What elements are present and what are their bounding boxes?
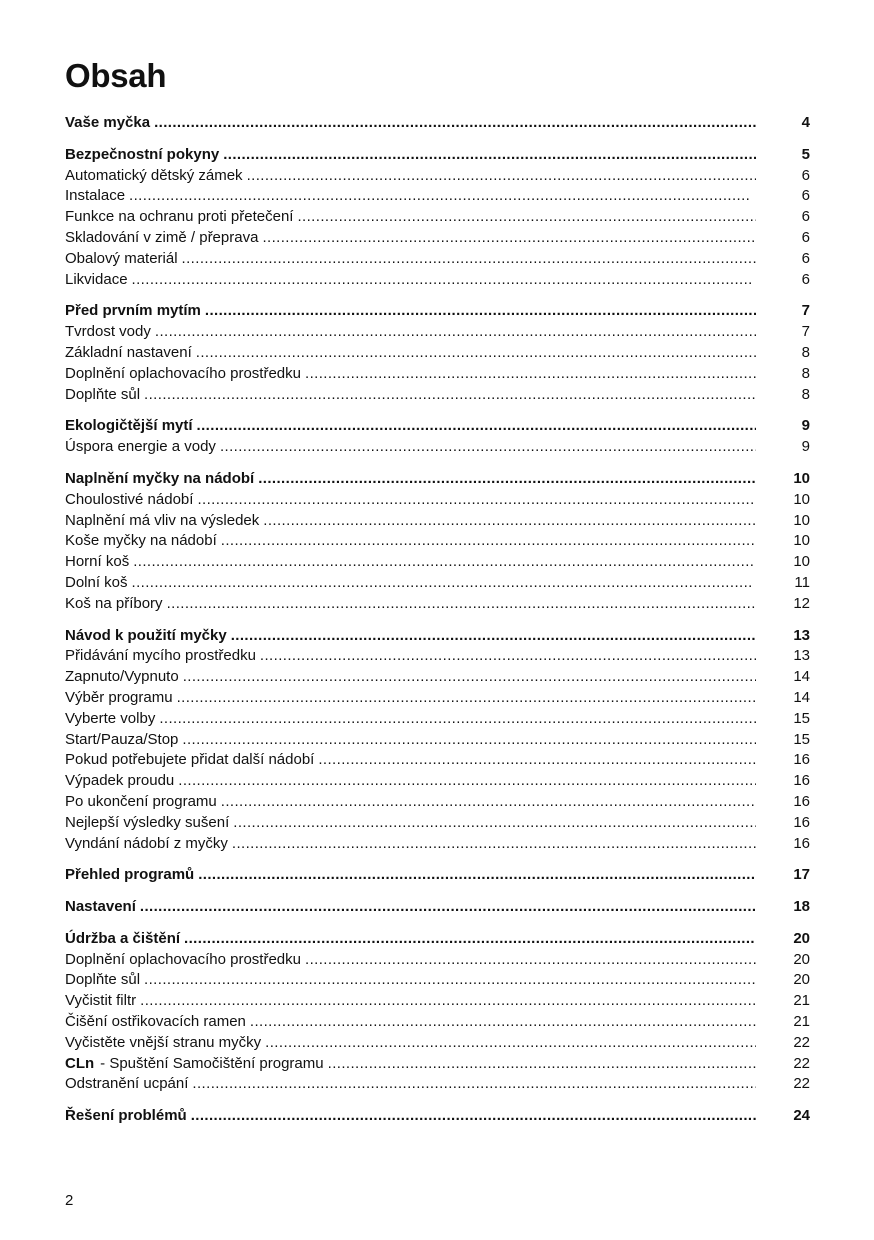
toc-entry-label xyxy=(65,1106,187,1127)
toc-page-number: 16 xyxy=(793,751,810,769)
dot-leader xyxy=(328,1054,756,1075)
toc-entry-text: Vyndání nádobí z myčky xyxy=(65,834,228,852)
dot-leader xyxy=(191,1106,756,1127)
dot-leader xyxy=(159,709,756,730)
toc-entry-label xyxy=(65,416,193,437)
dot-leader xyxy=(144,970,756,991)
toc-entry-text: Start/Pauza/Stop xyxy=(65,730,179,748)
dot-leader xyxy=(263,511,756,532)
toc-page-number: 22 xyxy=(793,1054,810,1072)
toc-page-number: 11 xyxy=(794,573,810,591)
toc-entry-label xyxy=(65,865,194,886)
toc-page-number: 10 xyxy=(793,490,810,508)
toc-section-heading xyxy=(65,416,810,437)
toc-entry-text: Základní nastavení xyxy=(65,343,192,361)
toc-entry-label xyxy=(65,186,125,207)
toc-entry-label xyxy=(65,437,216,458)
toc-entry xyxy=(65,1012,810,1033)
toc-page-number: 20 xyxy=(793,929,810,947)
toc-entry xyxy=(65,186,810,207)
toc-entry xyxy=(65,322,810,343)
dot-leader xyxy=(260,646,756,667)
toc-entry xyxy=(65,813,810,834)
dot-leader xyxy=(133,552,753,573)
toc-entry-label xyxy=(65,166,243,187)
footer-page-number: 2 xyxy=(65,1192,74,1209)
toc-entry xyxy=(65,249,810,270)
toc-entry-text: Vyčistit filtr xyxy=(65,992,137,1010)
dot-leader xyxy=(132,270,752,291)
toc-entry xyxy=(65,970,810,991)
dot-leader xyxy=(205,301,756,322)
toc-entry-text: Čišění ostřikovacích ramen xyxy=(65,1013,246,1031)
toc-section-heading xyxy=(65,626,810,647)
toc-page-number: 14 xyxy=(793,688,810,706)
toc-entry xyxy=(65,437,810,458)
toc-entry-text: Vyberte volby xyxy=(65,709,156,727)
toc-entry xyxy=(65,646,810,667)
toc-entry-text: Doplnění oplachovacího prostředku xyxy=(65,950,301,968)
toc-page-number: 20 xyxy=(793,971,810,989)
dot-leader xyxy=(265,1033,756,1054)
dot-leader xyxy=(140,991,756,1012)
toc-entry-label xyxy=(65,688,173,709)
toc-entry-text: Bezpečnostní pokyny xyxy=(65,145,220,163)
toc-page-number: 10 xyxy=(793,553,810,571)
toc-section xyxy=(65,1106,810,1127)
toc-entry-text: Pokud potřebujete přidat další nádobí xyxy=(65,751,315,769)
toc-entry-label xyxy=(65,771,174,792)
toc-entry-label xyxy=(65,490,193,511)
toc-entry-text: Koše myčky na nádobí xyxy=(65,532,217,550)
toc-entry xyxy=(65,1074,810,1095)
toc-entry-label xyxy=(65,950,301,971)
toc-page-number: 15 xyxy=(793,730,810,748)
dot-leader xyxy=(177,688,756,709)
dot-leader xyxy=(232,834,756,855)
toc-entry-label xyxy=(65,750,314,771)
toc-entry-label xyxy=(65,813,229,834)
toc-page-number: 13 xyxy=(793,647,810,665)
toc-section-heading xyxy=(65,301,810,322)
toc-entry-text: Nejlepší výsledky sušení xyxy=(65,813,230,831)
dot-leader xyxy=(247,166,756,187)
toc-section-heading xyxy=(65,145,810,166)
toc-entry-text: Přehled programů xyxy=(65,866,195,884)
toc-page-number: 22 xyxy=(793,1075,810,1093)
toc-entry-label xyxy=(65,364,301,385)
toc-page-number: 6 xyxy=(801,187,810,205)
toc-entry-text: Úspora energie a vody xyxy=(65,438,216,456)
toc-entry-text: Návod k použití myčky xyxy=(65,626,227,644)
toc-entry-label xyxy=(65,207,293,228)
toc-page-number: 21 xyxy=(793,992,810,1010)
dot-leader xyxy=(178,771,756,792)
toc-page-number: 6 xyxy=(801,208,810,226)
dot-leader xyxy=(220,437,756,458)
toc-entry-label xyxy=(65,552,129,573)
dot-leader xyxy=(305,364,756,385)
toc-entry-label xyxy=(65,646,256,667)
toc-page-number: 10 xyxy=(793,469,810,487)
toc-section-heading xyxy=(65,929,810,950)
toc-entry xyxy=(65,771,810,792)
toc-entry xyxy=(65,688,810,709)
toc-section-heading xyxy=(65,113,810,134)
toc-entry-text: Instalace xyxy=(65,187,126,205)
dot-leader xyxy=(183,667,756,688)
toc-entry-text: Doplňte sůl xyxy=(65,385,141,403)
toc-entry-text: Ekologičtější mytí xyxy=(65,417,193,435)
toc-page-number: 16 xyxy=(793,813,810,831)
toc-entry xyxy=(65,385,810,406)
toc-entry-label xyxy=(65,594,163,615)
toc-entry-prefix: CLn xyxy=(65,1054,95,1072)
toc-entry-text: Automatický dětský zámek xyxy=(65,166,243,184)
dot-leader xyxy=(167,594,756,615)
toc-entry-text: Údržba a čištění xyxy=(65,929,181,947)
dot-leader xyxy=(129,186,749,207)
toc-page-number: 17 xyxy=(793,866,810,884)
toc-entry-label xyxy=(65,626,227,647)
dot-leader xyxy=(318,750,756,771)
toc-entry-text: Doplňte sůl xyxy=(65,971,141,989)
toc-entry-label xyxy=(65,709,155,730)
toc-entry-label xyxy=(65,385,140,406)
toc-entry-label xyxy=(65,469,254,490)
toc-entry xyxy=(65,343,810,364)
toc-entry xyxy=(65,270,810,291)
toc-entry xyxy=(65,552,810,573)
toc-entry-text: Naplnění myčky na nádobí xyxy=(65,469,255,487)
toc-entry-label xyxy=(65,343,192,364)
toc-entry-label xyxy=(65,970,140,991)
dot-leader xyxy=(182,730,756,751)
toc-entry-text: Přidávání mycího prostředku xyxy=(65,647,256,665)
toc-entry-text: Koš na příbory xyxy=(65,594,163,612)
toc-entry-text: - Spuštění Samočištění programu xyxy=(100,1054,324,1072)
dot-leader xyxy=(221,531,756,552)
toc-entry-text: Po ukončení programu xyxy=(65,792,217,810)
toc-entry-label xyxy=(65,531,217,552)
toc-page-number: 9 xyxy=(801,438,810,456)
toc-page-number: 15 xyxy=(793,709,810,727)
toc-entry-text: Zapnuto/Vypnuto xyxy=(65,668,179,686)
toc-section xyxy=(65,626,810,855)
dot-leader xyxy=(297,207,756,228)
dot-leader xyxy=(262,228,756,249)
toc-section-heading xyxy=(65,865,810,886)
toc-page-number: 6 xyxy=(801,166,810,184)
toc-entry-text: Výpadek proudu xyxy=(65,772,175,790)
toc-page-number: 22 xyxy=(793,1033,810,1051)
dot-leader xyxy=(197,490,756,511)
toc-entry-label xyxy=(65,1054,324,1075)
toc-page-number: 8 xyxy=(801,364,810,382)
toc-entry-text: Naplnění má vliv na výsledek xyxy=(65,511,260,529)
toc-entry-label xyxy=(65,270,128,291)
dot-leader xyxy=(192,1074,756,1095)
toc-entry xyxy=(65,950,810,971)
toc-page-number: 14 xyxy=(793,668,810,686)
toc-section xyxy=(65,145,810,291)
toc-entry-label xyxy=(65,301,201,322)
toc-entry xyxy=(65,834,810,855)
toc-section xyxy=(65,469,810,615)
toc-entry xyxy=(65,228,810,249)
toc-page-number: 9 xyxy=(801,417,810,435)
toc-page-number: 7 xyxy=(801,302,810,320)
toc-page-number: 10 xyxy=(793,511,810,529)
toc-entry xyxy=(65,207,810,228)
toc-entry-label xyxy=(65,897,136,918)
toc-section-heading xyxy=(65,1106,810,1127)
dot-leader xyxy=(140,897,756,918)
toc-page-number: 16 xyxy=(793,834,810,852)
toc-page-number: 6 xyxy=(801,249,810,267)
toc-entry-label xyxy=(65,228,258,249)
toc-section xyxy=(65,865,810,886)
toc-page-number: 24 xyxy=(793,1107,810,1125)
toc-entry-label xyxy=(65,1074,188,1095)
toc-entry-label xyxy=(65,113,150,134)
toc-entry xyxy=(65,1054,810,1075)
toc-page-number: 6 xyxy=(801,270,810,288)
dot-leader xyxy=(223,145,756,166)
dot-leader xyxy=(258,469,756,490)
toc-page-number: 12 xyxy=(793,594,810,612)
dot-leader xyxy=(233,813,756,834)
toc-entry xyxy=(65,166,810,187)
toc-entry-text: Výběr programu xyxy=(65,688,173,706)
toc-entry-text: Nastavení xyxy=(65,898,136,916)
toc-entry-text: Funkce na ochranu proti přetečení xyxy=(65,208,294,226)
toc-entry xyxy=(65,531,810,552)
toc-entry xyxy=(65,573,810,594)
toc-entry xyxy=(65,730,810,751)
toc-entry-label xyxy=(65,834,228,855)
dot-leader xyxy=(231,626,756,647)
toc-entry-label xyxy=(65,1033,261,1054)
toc-entry-text: Horní koš xyxy=(65,553,130,571)
toc-entry-text: Odstranění ucpání xyxy=(65,1075,189,1093)
toc-entry xyxy=(65,594,810,615)
toc-entry-text: Vyčistěte vnější stranu myčky xyxy=(65,1033,262,1051)
toc-entry-text: Skladování v zimě / přeprava xyxy=(65,228,259,246)
toc-entry-label xyxy=(65,511,259,532)
toc-entry-label xyxy=(65,991,136,1012)
toc-page-number: 8 xyxy=(801,343,810,361)
dot-leader xyxy=(197,416,756,437)
toc-entry xyxy=(65,667,810,688)
toc-page-number: 4 xyxy=(801,114,810,131)
page-title: Obsah xyxy=(65,57,167,94)
dot-leader xyxy=(132,573,752,594)
toc-entry-text: Řešení problémů xyxy=(65,1107,187,1125)
toc-page-number: 10 xyxy=(793,532,810,550)
toc-entry-text: Vaše myčka xyxy=(65,114,151,131)
dot-leader xyxy=(221,792,756,813)
toc-section-heading xyxy=(65,469,810,490)
toc-section xyxy=(65,416,810,458)
toc-section xyxy=(65,113,810,134)
toc-page-number: 16 xyxy=(793,772,810,790)
toc-section xyxy=(65,897,810,918)
toc-page-number: 18 xyxy=(793,898,810,916)
dot-leader xyxy=(250,1012,756,1033)
dot-leader xyxy=(144,385,756,406)
toc-entry-text: Obalový materiál xyxy=(65,249,178,267)
toc-entry xyxy=(65,991,810,1012)
toc-entry-text: Dolní koš xyxy=(65,573,128,591)
dot-leader xyxy=(184,929,756,950)
toc-entry xyxy=(65,511,810,532)
toc-entry-label xyxy=(65,792,217,813)
toc-entry-label xyxy=(65,1012,246,1033)
toc-entry-label xyxy=(65,730,178,751)
toc-section xyxy=(65,301,810,405)
toc-entry-text: Choulostivé nádobí xyxy=(65,490,194,508)
toc-entry xyxy=(65,709,810,730)
toc-entry xyxy=(65,750,810,771)
dot-leader xyxy=(198,865,756,886)
toc-page-number: 13 xyxy=(793,626,810,644)
dot-leader xyxy=(182,249,756,270)
toc-entry-text: Doplnění oplachovacího prostředku xyxy=(65,364,301,382)
toc-page-number: 6 xyxy=(801,228,810,246)
toc-entry-label xyxy=(65,145,219,166)
toc-entry xyxy=(65,1033,810,1054)
toc-entry-label xyxy=(65,573,128,594)
toc-entry-text: Před prvním mytím xyxy=(65,302,201,320)
toc-entry xyxy=(65,364,810,385)
toc-entry-label xyxy=(65,322,151,343)
toc-section xyxy=(65,929,810,1095)
table-of-contents xyxy=(65,113,810,1138)
toc-entry-text: Likvidace xyxy=(65,270,128,288)
toc-entry-label xyxy=(65,249,178,270)
toc-page-number: 7 xyxy=(801,323,810,341)
toc-entry-label xyxy=(65,667,179,688)
toc-entry-label xyxy=(65,929,180,950)
dot-leader xyxy=(155,322,756,343)
toc-section-heading xyxy=(65,897,810,918)
toc-entry xyxy=(65,792,810,813)
toc-page-number: 5 xyxy=(801,145,810,163)
toc-page-number: 20 xyxy=(793,950,810,968)
toc-page-number: 16 xyxy=(793,792,810,810)
toc-entry-text: Tvrdost vody xyxy=(65,323,151,341)
dot-leader xyxy=(154,113,756,134)
dot-leader xyxy=(196,343,756,364)
dot-leader xyxy=(305,950,756,971)
toc-page-number: 8 xyxy=(801,385,810,403)
toc-entry xyxy=(65,490,810,511)
toc-page-number: 21 xyxy=(793,1013,810,1031)
